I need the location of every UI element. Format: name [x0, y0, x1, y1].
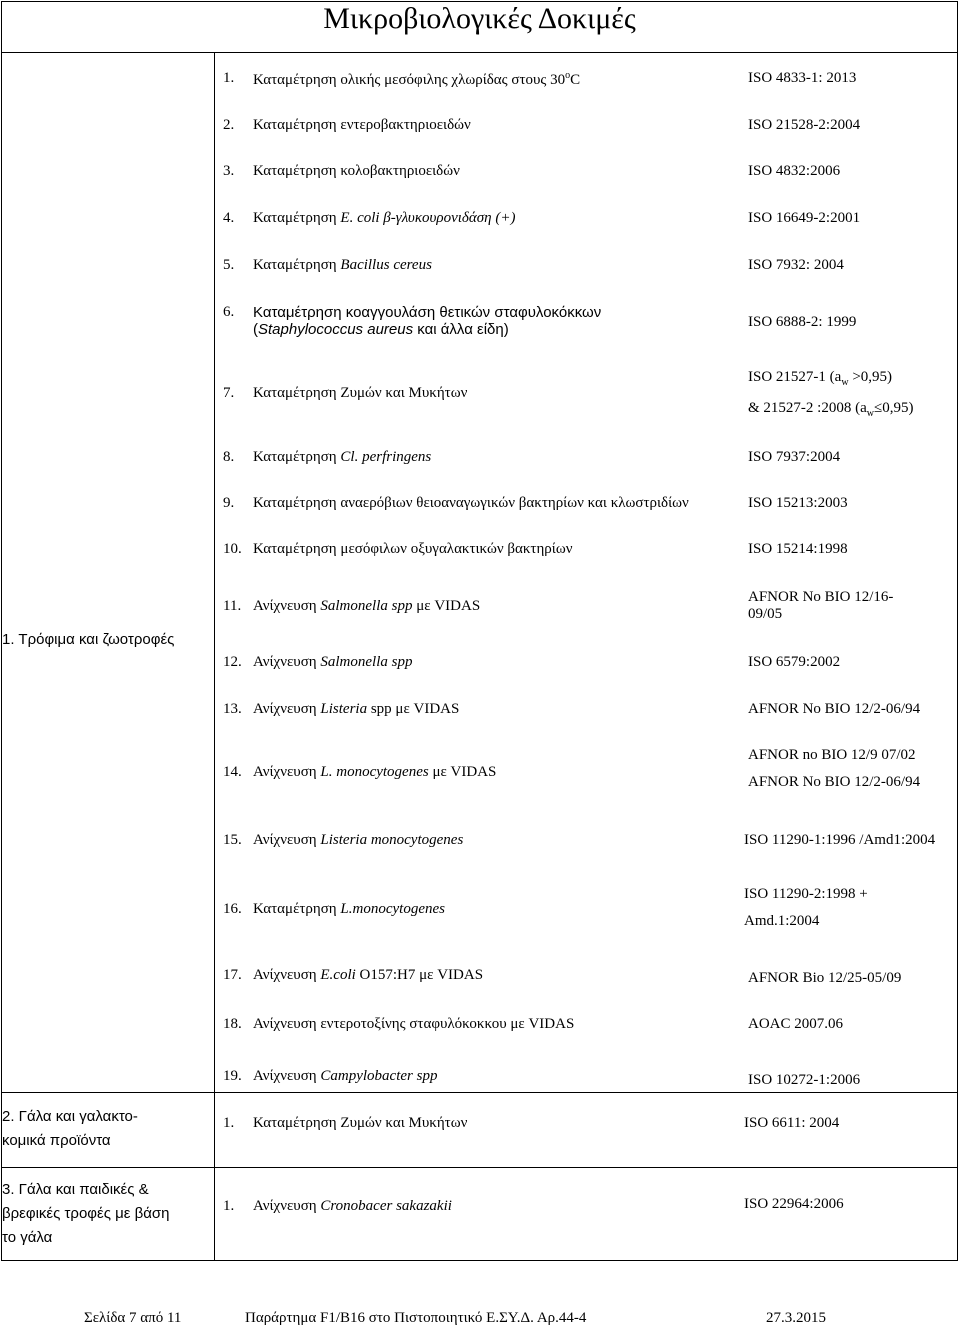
test-standard: AFNOR No BIO 12/16- 09/05 — [748, 589, 894, 622]
footer-date: 27.3.2015 — [766, 1310, 826, 1326]
test-name: Καταμέτρηση Cl. perfringens — [253, 449, 432, 465]
tests-infant-list — [215, 1168, 957, 1248]
category-infant: 3. Γάλα και παιδικές & βρεφικές τροφές με βάση το γάλα — [2, 1168, 215, 1261]
test-number: 10. — [223, 541, 242, 557]
test-number: 3. — [223, 163, 235, 179]
test-standard: ISO 10272-1:2006 — [748, 1072, 861, 1088]
test-name: Ανίχνευση Salmonella spp — [253, 654, 413, 670]
test-number: 19. — [223, 1068, 242, 1084]
test-number: 1. — [223, 1115, 235, 1131]
test-standard: AFNOR no BIO 12/9 07/02 AFNOR No BIO 12/2-06/94 — [748, 747, 921, 790]
test-name: Ανίχνευση Campylobacter spp — [253, 1068, 438, 1084]
test-standard: ISO 4833-1: 2013 — [748, 70, 857, 86]
category-dairy: 2. Γάλα και γαλακτο- κομικά προϊόντα — [2, 1093, 215, 1168]
test-number: 17. — [223, 967, 242, 983]
test-name: Ανίχνευση E.coli O157:H7 με VIDAS — [253, 967, 484, 983]
test-number: 13. — [223, 701, 242, 717]
test-name: Καταμέτρηση εντεροβακτηριοειδών — [253, 117, 471, 133]
test-name: Καταμέτρηση κολοβακτηριοειδών — [253, 163, 460, 179]
test-number: 6. — [223, 304, 235, 320]
test-standard: ISO 6611: 2004 — [744, 1115, 840, 1131]
footer-annex: Παράρτημα F1/B16 στο Πιστοποιητικό Ε.ΣΥ.Δ. Αρ.44-4 — [245, 1310, 587, 1326]
tests-infant-cell — [215, 1168, 958, 1261]
test-number: 15. — [223, 832, 242, 848]
test-standard: ISO 11290-1:1996 /Amd1:2004 — [744, 832, 936, 848]
tests-dairy-list — [215, 1093, 957, 1153]
title-row — [2, 2, 958, 53]
test-name: Καταμέτρηση αναερόβιων θειοαναγωγικών βακτηρίων και κλωστριδίων — [253, 495, 689, 511]
test-number: 1. — [223, 1198, 235, 1214]
category-food: 1. Τρόφιμα και ζωοτροφές — [2, 53, 215, 1093]
test-standard: ISO 6888-2: 1999 — [748, 314, 857, 330]
test-standard: ISO 15213:2003 — [748, 495, 848, 511]
test-name: Καταμέτρηση Ζυμών και Μυκήτων — [253, 1115, 468, 1131]
page-title: Μικροβιολογικές Δοκιμές — [2, 2, 958, 53]
test-name: Ανίχνευση εντεροτοξίνης σταφυλόκοκκου με VIDAS — [253, 1016, 575, 1032]
tests-table — [1, 1, 958, 1261]
test-standard: ISO 15214:1998 — [748, 541, 848, 557]
tests-food-list — [215, 53, 957, 1092]
tests-dairy-cell — [215, 1093, 958, 1168]
category-row-food — [2, 53, 958, 1093]
category-row-dairy — [2, 1093, 958, 1168]
test-name: Καταμέτρηση L.monocytogenes — [253, 901, 445, 917]
tests-food-cell — [215, 53, 958, 1093]
test-standard: ISO 7932: 2004 — [748, 257, 844, 273]
test-number: 1. — [223, 70, 235, 86]
test-number: 14. — [223, 764, 242, 780]
test-standard: AFNOR Bio 12/25-05/09 — [748, 970, 902, 986]
test-number: 5. — [223, 257, 235, 273]
test-number: 7. — [223, 385, 235, 401]
test-standard: ISO 21528-2:2004 — [748, 117, 861, 133]
test-standard: ISO 6579:2002 — [748, 654, 841, 670]
test-name: Ανίχνευση Salmonella spp με VIDAS — [253, 598, 481, 614]
test-name: Ανίχνευση Cronobacer sakazakii — [253, 1198, 452, 1214]
test-name: Ανίχνευση Listeria spp με VIDAS — [253, 701, 460, 717]
test-number: 9. — [223, 495, 235, 511]
test-number: 4. — [223, 210, 235, 226]
test-standard: AFNOR No BIO 12/2-06/94 — [748, 701, 921, 717]
test-name: Καταμέτρηση E. coli β-γλυκουρονιδάση (+) — [253, 210, 516, 226]
test-name: Καταμέτρηση μεσόφιλων οξυγαλακτικών βακτηρίων — [253, 541, 573, 557]
test-number: 16. — [223, 901, 242, 917]
test-number: 18. — [223, 1016, 242, 1032]
test-name: Ανίχνευση L. monocytogenes με VIDAS — [253, 764, 497, 780]
test-number: 8. — [223, 449, 235, 465]
test-name: Καταμέτρηση Bacillus cereus — [253, 257, 432, 273]
test-standard: ISO 11290-2:1998 + Amd.1:2004 — [744, 886, 868, 929]
test-name: Καταμέτρηση ολικής μεσόφιλης χλωρίδας στους 30$^o$C — [253, 70, 581, 88]
test-standard: AOAC 2007.06 — [748, 1016, 844, 1032]
test-standard: ISO 21527-1 $(a_w >0,95)$ & 21527-2 :2008 $(a_w\le 0,95)$ — [748, 369, 914, 419]
test-name: Καταμέτρηση Ζυμών και Μυκήτων — [253, 385, 468, 401]
test-standard: ISO 22964:2006 — [744, 1196, 844, 1212]
test-number: 2. — [223, 117, 235, 133]
test-name: Ανίχνευση Listeria monocytogenes — [253, 832, 464, 848]
category-row-infant — [2, 1168, 958, 1261]
test-standard: ISO 16649-2:2001 — [748, 210, 861, 226]
test-name: Καταμέτρηση κοαγγουλάση θετικών σταφυλοκόκκων (Staphylococcus aureus και άλλα είδη) — [253, 304, 602, 338]
test-number: 11. — [223, 598, 242, 614]
footer-page: Σελίδα 7 από 11 — [84, 1310, 182, 1326]
test-standard: ISO 4832:2006 — [748, 163, 841, 179]
test-number: 12. — [223, 654, 242, 670]
test-standard: ISO 7937:2004 — [748, 449, 841, 465]
